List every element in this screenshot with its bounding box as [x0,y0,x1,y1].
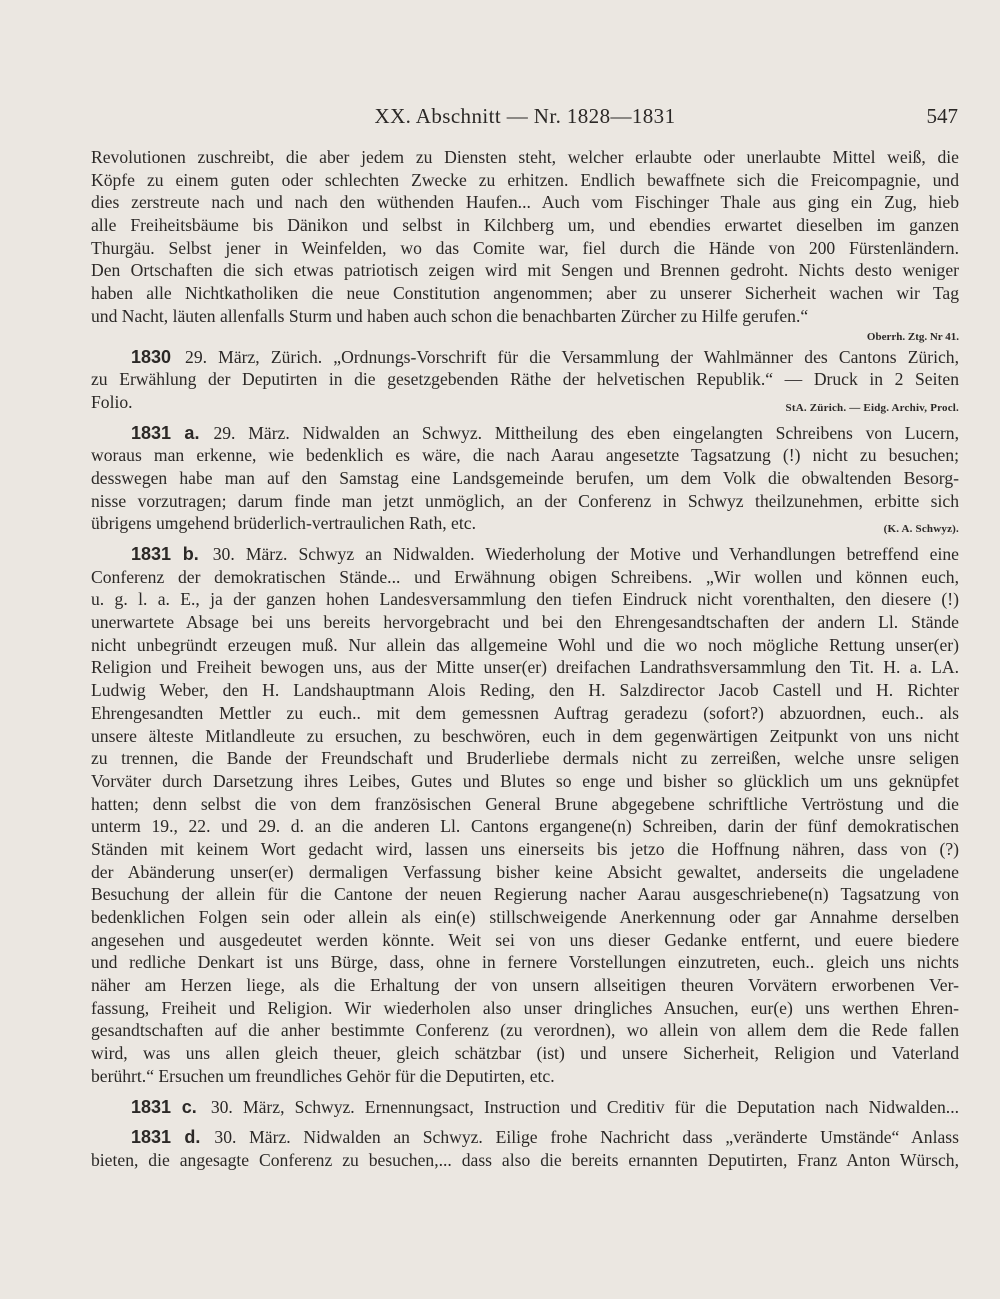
text-line: woraus man erkenne, wie bedenklich es wäre, die nach Aarau angesetzte Tagsatzung (!) nicht zu besuchen; [91,445,959,466]
text-line: 1831 d. 30. März. Nidwalden an Schwyz. Eilige frohe Nachricht dass „veränderte Umstände“ Anlass [131,1127,959,1148]
text-line: Ehrengesandten Mettler zu euch.. mit dem gemessnen Auftrag geradezu (sofort?) abzuordnen, euch.. als [91,702,959,723]
text-line: unterm 19., 22. und 29. d. an die anderen Ll. Cantons ergangene(n) Schreiben, darin der fünf demokratischen [91,816,959,837]
text-line: zu trennen, die Bande der Freundschaft und Bruderliebe dermals nicht zu zerreißen, welche unsre seligen [91,748,959,769]
text-line: Ludwig Weber, den H. Landshauptmann Alois Reding, den H. Salzdirector Jacob Castell und H. Richter [91,680,959,701]
text-line: angesehen und ausgedeutet werden könnte. Weit sei von uns dieser Gedanke entfernt, und euere biedere [91,929,959,950]
text-line: gesandtschaften auf die anher bestimmte Conferenz (zu verordnen), wo allein von allem dem die Rede fallen [91,1020,959,1041]
text-line: Conferenz der demokratischen Stände... und Erwähnung obigen Schreibens. „Wir wollen und können euch, [91,566,959,587]
page-number: 547 [926,104,958,128]
text-line: näher am Herzen liege, als die Erhaltung der von unsern allseitigen theuren Vorvätern erworbenen Ver- [91,975,959,996]
running-header [92,104,958,134]
text-line: nicht unbegründt erzeugen muß. Nur allein das allgemeine Wohl und die wo noch mögliche Rettung unser(er) [91,634,959,655]
text-line: und redliche Denkart ist uns Bürge, dass, ohne in fernere Vorstellungen einzutreten, euch.. gleich uns nichts [91,952,959,973]
text-line: 1830 29. März, Zürich. „Ordnungs-Vorschrift für die Versammlung der Wahlmänner des Cantons Zürich, [131,346,959,367]
text-line: wird, was uns allen gleich theuer, gleich schätzbar (ist) und unsere Sicherheit, Religion und Vaterland [91,1043,959,1064]
text-line: Revolutionen zuschreibt, die aber jedem zu Diensten steht, welcher erlaubte oder unerlaubte Mittel weiß, die [91,147,959,167]
text-line: Den Ortschaften die sich etwas patriotisch zeigen wird mit Sengen und Brennen gedroht. Nichts desto weniger [91,260,959,281]
entry-1831b [91,543,959,1088]
text-line: Ständen mit keinem Wort gedacht wird, lassen uns einerseits bis jetzo die Hoffnung nähren, dass von (?) [91,838,959,859]
entry-year: 1831 c. [131,1096,197,1117]
continuation-paragraph [91,146,959,346]
entry-year: 1830 [131,346,172,367]
entry-1831d [91,1126,959,1171]
entry-year: 1831 d. [131,1127,201,1148]
text-line: u. g. l. a. E., ja der ganzen hohen Landesversammlung den tiefen Eindruck nicht vorenthalten, den diesere (!) [91,589,959,610]
text-line: 1831 c. 30. März, Schwyz. Ernennungsact, Instruction und Creditiv für die Deputation nach Nidwalden... [131,1096,959,1117]
source-citation: Oberrh. Ztg. Nr 41. [866,330,959,343]
text-line: Religion und Freiheit bewogen uns, aus der Mitte unser(er) dreifachen Landrathsversammlung den Tit. H. a. LA. [91,657,959,678]
text-line: dies zerstreute nach und nach den wüthenden Haufen... Auch vom Fischinger Thale aus ging ein Zug, hieb [91,192,959,213]
text-line: desswegen habe man auf den Samstag eine Landsgemeinde berufen, um dem Volk die obwaltenden Besorg- [91,467,959,488]
text-line: der Abänderung unser(er) dermaligen Verfassung bisher keine Absicht gewaltet, anderseits die ungeladene [91,861,959,882]
entry-1830 [91,346,959,414]
text-line: übrigens umgehend brüderlich-vertraulichen Rath, etc. (K. A. Schwyz). [91,512,959,535]
text-line: Thurgäu. Selbst jener in Weinfelden, wo das Comite war, fiel durch die Hände von 200 Fürstenländern. [91,237,959,258]
text-line: Köpfe zu einem guten oder schlechten Zwecke zu erhitzen. Endlich bewaffnete sich die Freicompagnie, und [91,169,959,190]
text-line: zu Erwählung der Deputirten in die gesetzgebenden Räthe der helvetischen Republik.“ — Druck in 2 Seiten [91,369,959,390]
text-line: fassung, Freiheit und Religion. Wir wiederholen also unser dringliches Ansuchen, eur(e) uns werthen Ehren- [91,997,959,1018]
text-line: Besuchung der allein für die Cantone der neuen Regierung nacher Aarau ausgeschriebene(n) Tagsatzung von [91,884,959,905]
text-line: bedenklichen Folgen sein oder allein als ein(e) stillschweigende Anerkennung oder gar Annahme derselben [91,907,959,927]
header-title: XX. Abschnitt — Nr. 1828—1831 [374,104,676,128]
text-line: hatten; denn selbst die von dem französischen General Brune abgegebene schriftliche Vertröstung und die [91,793,959,814]
text-line: 1831 b. 30. März. Schwyz an Nidwalden. Wiederholung der Motive und Verhandlungen betreffend eine [131,544,959,564]
text-line: 1831 a. 29. März. Nidwalden an Schwyz. Mittheilung des eben eingelangten Schreibens von Lucern, [131,422,959,443]
text-line: nisse vorzutragen; darum finde man jetzt unmöglich, an der Conferenz in Schwyz theilzunehmen, erbitte sich [91,490,959,511]
document-body [91,146,959,1172]
source-citation: StA. Zürich. — Eidg. Archiv, Procl. [785,401,959,414]
entry-year: 1831 b. [131,544,199,564]
entry-year: 1831 a. [131,422,200,443]
text-line: alle Freiheitsbäume bis Dänikon und selbst in Kilchberg um, und ebendies erwartet dieselben im ganzen [91,215,959,236]
text-line: unerwartete Absage bei uns bereits hervorgebracht und bei den Ehrengesandtschaften der andern Ll. Stände [91,612,959,633]
text-line: unsere älteste Mitlandleute zu ersuchen, zu beschwören, euch in dem gegenwärtigen Zeitpunkt von uns nicht [91,725,959,746]
entry-1831c [91,1096,959,1119]
source-citation: (K. A. Schwyz). [883,523,959,536]
text-line: Folio. StA. Zürich. — Eidg. Archiv, Procl. [91,391,959,414]
text-line: Vorväter durch Darsetzung ihres Leibes, Gutes und Blutes so enge und bisher so glücklich um uns geknüpfet [91,770,959,791]
text-line: bieten, die angesagte Conferenz zu besuchen,... dass also die bereits ernannten Deputirten, Franz Anton Würsch, [91,1149,959,1170]
text-line: und Nacht, läuten allenfalls Sturm und haben auch schon die benachbarten Zürcher zu Hilfe gerufen.“ [91,305,809,326]
text-line: berührt.“ Ersuchen um freundliches Gehör für die Deputirten, etc. [91,1065,555,1086]
text-line: haben alle Nichtkatholiken die neue Constitution angenommen; aber zu unserer Sicherheit wachen wir Tag [91,283,959,304]
entry-1831a [91,422,959,535]
